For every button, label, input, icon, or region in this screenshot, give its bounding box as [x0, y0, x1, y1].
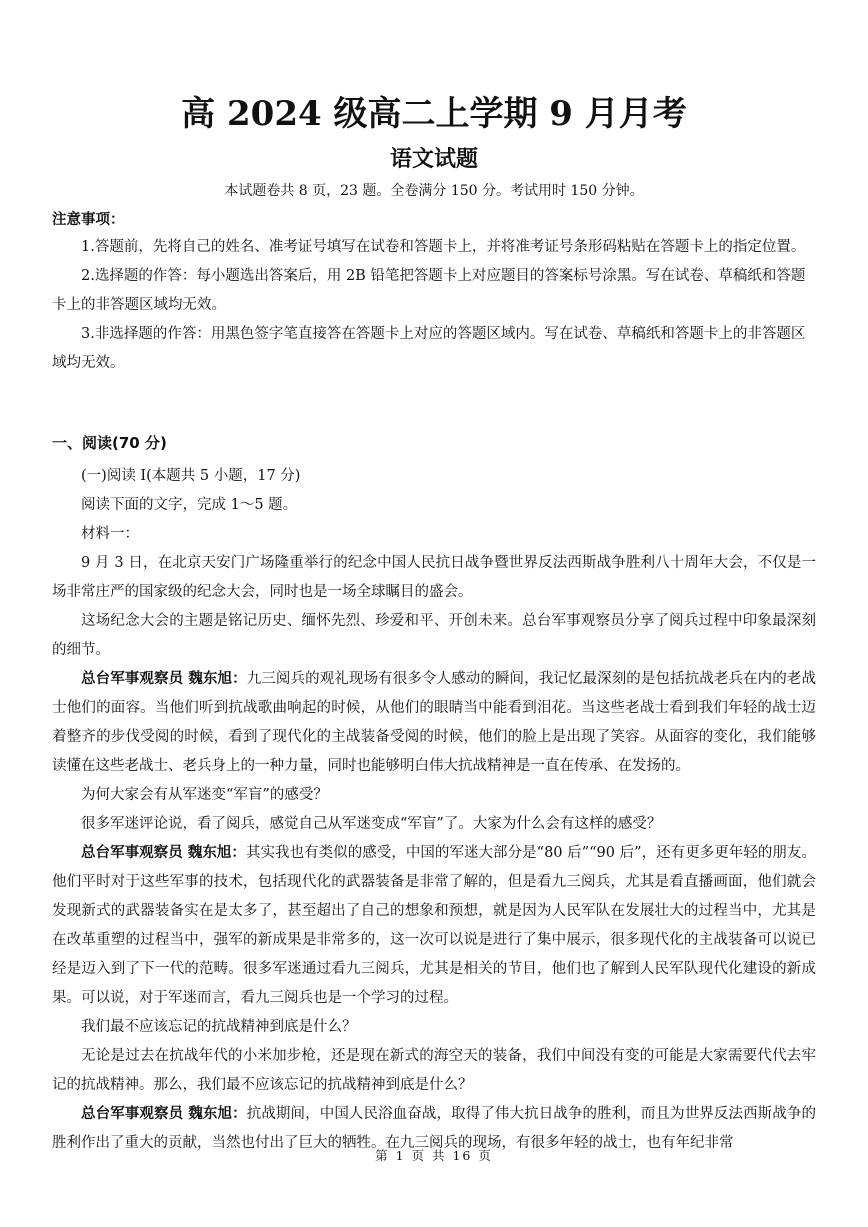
notice-item: 2.选择题的作答：每小题选出答案后，用 2B 铅笔把答题卡上对应题目的答案标号涂黑。写在试卷、草稿纸和答题卡上的非答题区域均无效。 — [52, 268, 806, 313]
paragraph: 这场纪念大会的主题是铭记历史、缅怀先烈、珍爱和平、开创未来。总台军事观察员分享了阅兵过程中印象最深刻的细节。 — [52, 613, 816, 658]
sub-heading: (一)阅读 I(本题共 5 小题，17 分) — [81, 468, 301, 484]
speaker-label: 总台军事观察员 魏东旭： — [81, 671, 247, 687]
reading-body — [52, 462, 816, 1158]
page-footer: 第 1 页 共 16 页 — [375, 1148, 493, 1163]
answer-text: 抗战期间，中国人民浴血奋战，取得了伟大抗日战争的胜利，而且为世界反法西斯战争的胜利作出了重大的贡献，当然也付出了巨大的牺牲。在九三阅兵的现场，有很多年轻的战士，也有年纪非常 — [52, 1106, 816, 1151]
question-paragraph: 我们最不应该忘记的抗战精神到底是什么？ — [81, 1019, 357, 1035]
answer-paragraph — [52, 665, 816, 781]
exam-info: 本试题卷共 8 页，23 题。全卷满分 150 分。考试用时 150 分钟。 — [224, 183, 644, 199]
paragraph: 很多军迷评论说，看了阅兵，感觉自己从军迷变成“军盲”了。大家为什么会有这样的感受？ — [81, 816, 662, 832]
speaker-label: 总台军事观察员 魏东旭： — [81, 1106, 247, 1122]
answer-text: 九三阅兵的观礼现场有很多令人感动的瞬间，我记忆最深刻的是包括抗战老兵在内的老战士他们的面容。当他们听到抗战歌曲响起的时候，从他们的眼睛当中能看到泪花。当这些老战士看到我们年轻的战士迈着整齐的步伐受阅的时候，看到了现代化的主战装备受阅的时候，他们的脸上是出现了笑容。从面容的变化，我们能够读懂在这些老战士、老兵身上的一种力量，同时也能够明白伟大抗战精神是一直在传承、在发扬的。 — [52, 671, 816, 774]
speaker-label: 总台军事观察员 魏东旭： — [81, 845, 246, 861]
page-subtitle: 语文试题 — [389, 146, 478, 172]
notice-list — [52, 233, 816, 378]
notice-item: 1.答题前，先将自己的姓名、准考证号填写在试卷和答题卡上，并将准考证号条形码粘贴在答题卡上的指定位置。 — [81, 239, 806, 255]
section-heading: 一、阅读(70 分) — [52, 434, 167, 452]
notice-item: 3.非选择题的作答：用黑色签字笔直接答在答题卡上对应的答题区域内。写在试卷、草稿纸和答题卡上的非答题区域均无效。 — [52, 326, 806, 371]
notice-heading: 注意事项： — [52, 212, 125, 228]
answer-paragraph — [52, 839, 816, 1013]
paragraph: 9 月 3 日，在北京天安门广场隆重举行的纪念中国人民抗日战争暨世界反法西斯战争胜利八十周年大会，不仅是一场非常庄严的国家级的纪念大会，同时也是一场全球瞩目的盛会。 — [52, 555, 816, 600]
page-title: 高 2024 级高二上学期 9 月月考 — [181, 94, 687, 134]
material-label: 材料一： — [81, 526, 139, 542]
question-paragraph: 为何大家会有从军迷变“军盲”的感受？ — [81, 787, 328, 803]
paragraph: 无论是过去在抗战年代的小米加步枪，还是现在新式的海空天的装备，我们中间没有变的可能是大家需要代代去牢记的抗战精神。那么，我们最不应该忘记的抗战精神到底是什么？ — [52, 1048, 816, 1093]
answer-text: 其实我也有类似的感受，中国的军迷大部分是“80 后”“90 后”，还有更多更年轻的朋友。他们平时对于这些军事的技术，包括现代化的武器装备是非常了解的，但是看九三阅兵，尤其是看直播画面，他们就会发现新式的武器装备实在是太多了，甚至超出了自己的想象和预想，就是因为人民军队在发展壮大的过程当中，尤其是在改革重塑的过程当中，强军的新成果是非常多的，这一次可以说是进行了集中展示，很多现代化的主战装备可以说已经是迈入到了下一代的范畴。很多军迷通过看九三阅兵，尤其是相关的节目，他们也了解到人民军队现代化建设的新成果。可以说，对于军迷而言，看九三阅兵也是一个学习的过程。 — [52, 845, 816, 1006]
instruction: 阅读下面的文字，完成 1～5 题。 — [81, 497, 298, 513]
